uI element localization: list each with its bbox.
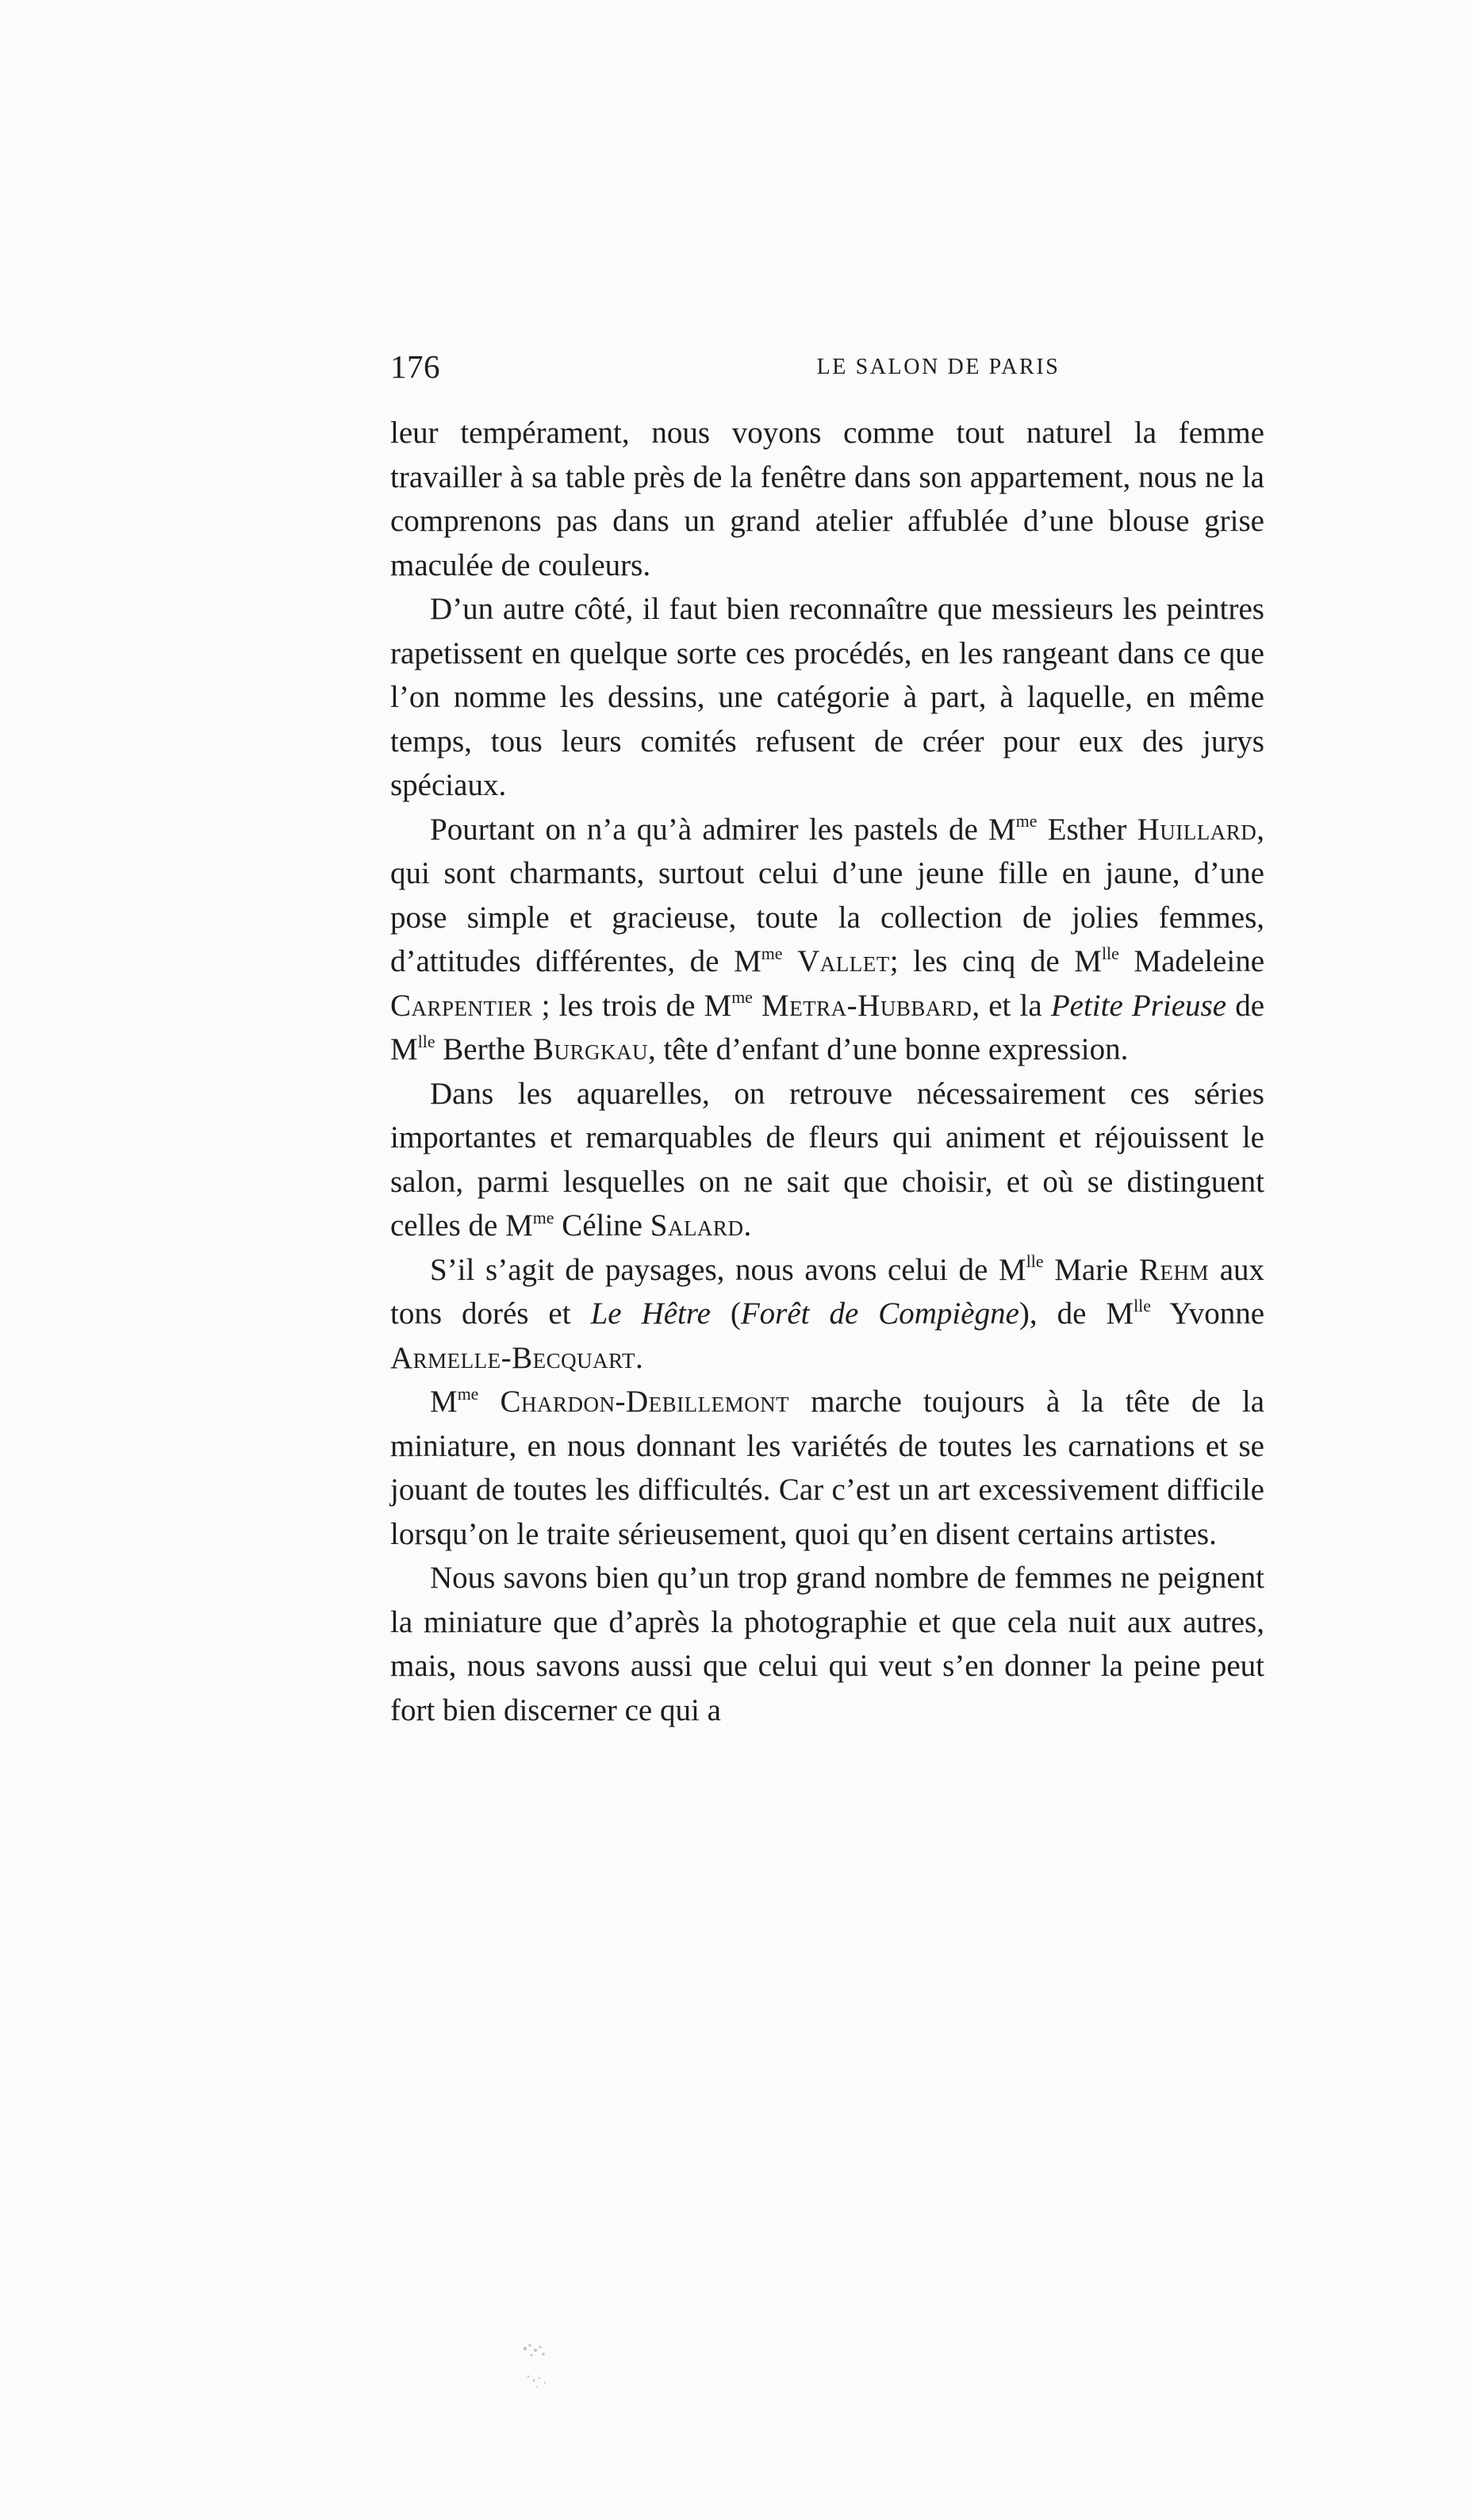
title-abbreviation: me (731, 988, 753, 1008)
artist-name: Burgkau (532, 1032, 648, 1066)
artist-name: Armelle-Becquart (390, 1340, 636, 1375)
artwork-title: Petite Prieuse (1050, 988, 1227, 1023)
text-fragment: M (430, 1385, 458, 1419)
text-fragment: . (743, 1208, 752, 1243)
paragraph-5 (390, 1248, 1264, 1381)
artist-name: Huillard (1137, 812, 1257, 847)
paragraph-text: D’un autre côté, il faut bien reconnaître que messieurs les peintres rapetissent en quelque sorte ces procédés, en les rangeant dans ce que l’on nomme les dessins, une catégorie à part, à laquelle, en même temps, tous leurs comités refusent de créer pour eux des jurys spéciaux. (390, 592, 1264, 802)
artist-name: Vallet (797, 944, 890, 978)
text-fragment: aux tons dorés et (390, 1252, 1265, 1331)
page-number: 176 (390, 348, 440, 385)
text-fragment: ), de M (1018, 1296, 1134, 1331)
paragraph-text: leur tempérament, nous voyons comme tout naturel la femme travailler à sa table près de la fenêtre dans son appartement, nous ne la comprenons pas dans un grand atelier affublée d’une blouse grise maculée de couleurs. (390, 416, 1264, 582)
artist-name: Carpentier (390, 988, 533, 1023)
title-abbreviation: lle (417, 1031, 435, 1051)
paragraph-1 (390, 411, 1264, 587)
title-abbreviation: lle (1134, 1296, 1151, 1316)
paragraph-7 (390, 1556, 1264, 1732)
text-fragment: marche toujours à la tête de la miniature, en nous donnant les variétés de toutes les carnations et se jouant de toutes les difficultés. Car c’est un art excessivement difficile lorsqu’on le traite sérieusement, quoi qu’en disent certains artistes. (390, 1385, 1264, 1551)
artwork-title: Forêt de Compiègne (740, 1296, 1019, 1331)
text-fragment: . (635, 1340, 643, 1375)
paragraph-6 (390, 1380, 1264, 1556)
artist-name: Salard (650, 1208, 744, 1243)
text-fragment (753, 989, 761, 1023)
text-fragment: Dans les aquarelles, on retrouve nécessairement ces séries importantes et remarquables de fleurs qui animent et réjouissent le salon, parmi lesquelles on ne sait que choisir, et où se distinguent celles de M (390, 1076, 1264, 1243)
running-title: LE SALON DE PARIS (816, 355, 1061, 379)
body-text (390, 411, 1264, 1732)
paragraph-2 (390, 587, 1264, 808)
text-fragment: Berthe (435, 1032, 533, 1066)
text-fragment: ; les cinq de M (889, 944, 1102, 978)
text-fragment: Pourtant on n’a qu’à admirer les pastels de M (430, 812, 1016, 847)
text-fragment: ; les trois de M (532, 988, 732, 1023)
title-abbreviation: me (532, 1208, 554, 1227)
title-abbreviation: me (761, 943, 783, 963)
text-fragment: , tête d’enfant d’une bonne expression. (648, 1032, 1129, 1066)
text-fragment: S’il s’agit de paysages, nous avons celui de M (430, 1252, 1026, 1287)
paper-blemish (508, 2333, 579, 2396)
artist-name: Chardon-Debillemont (500, 1385, 790, 1419)
paragraph-text: Nous savons bien qu’un trop grand nombre de femmes ne peignent la miniature que d’après la photographie et que cela nuit aux autres, mais, nous savons aussi que celui qui veut s’en donner la peine peut fort bien discerner ce qui a (390, 1561, 1264, 1727)
text-fragment: Yvonne (1150, 1296, 1265, 1331)
artwork-title: Le Hêtre (590, 1296, 711, 1331)
text-fragment (478, 1385, 500, 1419)
title-abbreviation: lle (1101, 943, 1119, 963)
text-fragment: Esther (1037, 812, 1137, 847)
artist-name: Rehm (1139, 1252, 1210, 1287)
title-abbreviation: lle (1026, 1252, 1044, 1272)
text-fragment: Marie (1043, 1252, 1140, 1287)
text-fragment: Céline (554, 1208, 650, 1243)
title-abbreviation: me (457, 1384, 479, 1404)
text-fragment: , et la (972, 988, 1051, 1023)
text-fragment: de M (390, 988, 1265, 1066)
title-abbreviation: me (1015, 812, 1038, 832)
paragraph-3 (390, 808, 1264, 1072)
text-fragment: ( (710, 1296, 741, 1331)
text-fragment: Madeleine (1118, 944, 1265, 978)
text-fragment (782, 944, 797, 978)
artist-name: Metra-Hubbard (761, 988, 972, 1023)
running-head (390, 343, 1264, 395)
paragraph-4 (390, 1072, 1264, 1248)
text-fragment: , qui sont charmants, surtout celui d’une jeune fille en jaune, d’une pose simple et gracieuse, toute la collection de jolies femmes, d’attitudes différentes, de M (390, 812, 1264, 978)
